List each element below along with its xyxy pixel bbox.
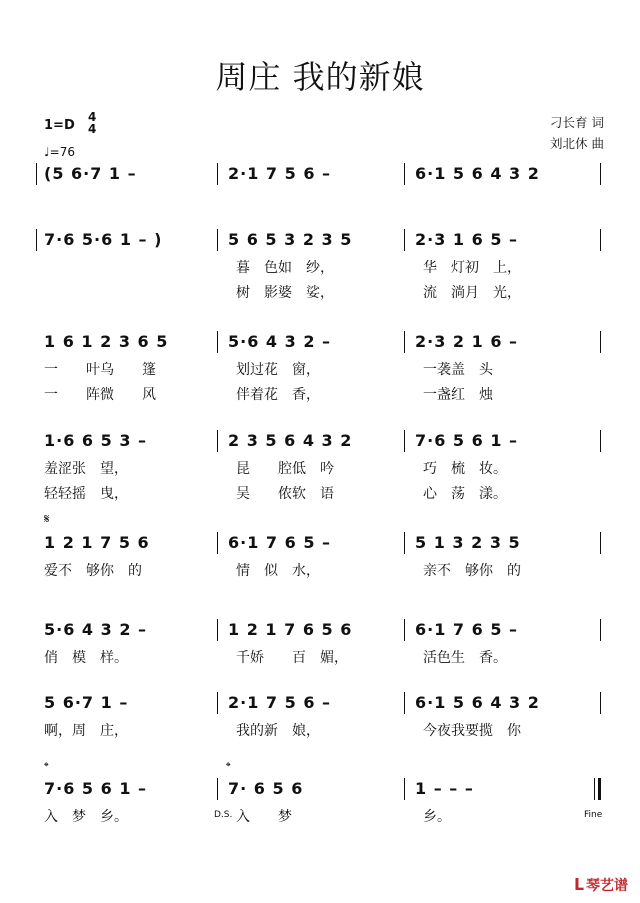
measure-notes: 2 3 5 6 4 3 2 [228,431,353,450]
score-row [0,163,640,223]
lyric-line-1: 划过花 窗， [236,362,320,378]
lyric-line-2: 心 荡 漾。 [423,486,507,502]
bar-line [36,163,37,185]
lyric-line-2: 树 影婆 娑， [236,285,334,301]
lyric-line-1: 昆 腔低 吟 [236,461,334,477]
measure-notes: 1 – – – [415,779,474,798]
lyric-line-1: 情 似 水， [236,563,320,579]
time-top: 4 [88,110,97,124]
bar-line [217,430,218,452]
key-signature: 1=D [44,118,75,133]
coda-icon: 𝄌 [226,760,231,775]
score-row [0,532,640,592]
lyric-line-1: 华 灯初 上， [423,260,521,276]
lyric-line-1: 活色生 香。 [423,650,507,666]
bar-line [217,229,218,251]
lyricist-credit: 刁长育 词 [550,115,604,130]
measure-notes: 6·1 5 6 4 3 2 [415,693,540,712]
bar-line [404,163,405,185]
measure-notes: 7·6 5 6 1 – [44,779,148,798]
page-title: 周庄 我的新娘 [215,58,425,96]
bar-line [404,692,405,714]
lyric-line-1: 我的新 娘， [236,723,320,739]
lyric-line-1: 一袭盖 头 [423,362,493,378]
bar-line [404,778,405,800]
lyric-line-1: 一 叶乌 篷 [44,362,156,378]
measure-notes: 1 2 1 7 6 5 6 [228,620,353,639]
measure-notes: 2·3 2 1 6 – [415,332,519,351]
lyric-line-2: 一盏红 烛 [423,387,493,403]
logo [574,875,628,895]
score-row [0,229,640,301]
bar-line [217,619,218,641]
time-signature [88,111,96,135]
lyric-line-1: 羞涩张 望， [44,461,128,477]
score-row [0,331,640,403]
bar-line [36,229,37,251]
measure-notes: 5 6 5 3 2 3 5 [228,230,353,249]
lyric-line-2: 吴 侬软 语 [236,486,334,502]
bar-line [217,532,218,554]
bar-line [600,331,601,353]
bar-line [404,430,405,452]
lyric-line-1: 啊，周 庄， [44,723,128,739]
score-row [0,692,640,752]
bar-line [217,778,218,800]
final-barline-thin [594,778,595,800]
measure-notes: 5 6·7 1 – [44,693,129,712]
bar-line [600,163,601,185]
lyric-line-1: 俏 模 样。 [44,650,128,666]
measure-notes: 5 1 3 2 3 5 [415,533,521,552]
measure-notes: 6·1 7 6 5 – [228,533,332,552]
measure-notes: 2·1 7 5 6 – [228,693,332,712]
time-bottom: 4 [88,122,97,136]
lyric-line-2: 伴着花 香， [236,387,320,403]
lyric-line-1: 暮 色如 纱， [236,260,334,276]
coda-icon: 𝄌 [44,760,49,775]
measure-notes: 1 2 1 7 5 6 [44,533,150,552]
logo-text: 琴艺谱 [586,878,628,894]
measure-notes: 6·1 7 6 5 – [415,620,519,639]
lyric-line-1: 亲不 够你 的 [423,563,521,579]
lyric-line-1: 千娇 百 媚， [236,650,348,666]
logo-icon: ᒪ [573,875,584,894]
bar-line [217,163,218,185]
fine-marking: Fine [584,810,603,820]
final-barline [598,778,601,800]
lyric-line-1: 今夜我要揽 你 [423,723,521,739]
score-row [0,778,640,838]
bar-line [404,532,405,554]
bar-line [217,331,218,353]
measure-notes: (5 6·7 1 – [44,164,137,183]
measure-notes: 1·6 6 5 3 – [44,431,148,450]
bar-line [600,430,601,452]
segno-icon: 𝄋 [44,512,50,527]
score-row [0,430,640,502]
lyric-line-1: 入 梦 乡。 [44,809,128,825]
lyric-line-1: 巧 梳 妆。 [423,461,507,477]
bar-line [404,619,405,641]
bar-line [217,692,218,714]
bar-line [404,229,405,251]
lyric-line-1: 乡。 [423,809,451,825]
measure-notes: 2·3 1 6 5 – [415,230,519,249]
measure-notes: 7· 6 5 6 [228,779,304,798]
bar-line [600,692,601,714]
measure-notes: 1 6 1 2 3 6 5 [44,332,169,351]
measure-notes: 7·6 5·6 1 – ) [44,230,163,249]
bar-line [600,619,601,641]
ds-marking: D.S. [214,810,233,820]
measure-notes: 6·1 5 6 4 3 2 [415,164,540,183]
bar-line [600,532,601,554]
lyric-line-2: 一 阵微 风 [44,387,156,403]
tempo-value: =76 [49,145,75,159]
lyric-line-1: 入 梦 [236,809,292,825]
tempo-marking [44,145,75,159]
composer-credit: 刘北休 曲 [550,136,604,151]
lyric-line-2: 流 淌月 光， [423,285,521,301]
score-row [0,619,640,679]
lyric-line-1: 爱不 够你 的 [44,563,142,579]
bar-line [404,331,405,353]
lyric-line-2: 轻轻摇 曳， [44,486,128,502]
measure-notes: 5·6 4 3 2 – [228,332,332,351]
bar-line [600,229,601,251]
quarter-note-icon: ♩ [44,145,50,159]
measure-notes: 2·1 7 5 6 – [228,164,332,183]
measure-notes: 5·6 4 3 2 – [44,620,148,639]
measure-notes: 7·6 5 6 1 – [415,431,519,450]
